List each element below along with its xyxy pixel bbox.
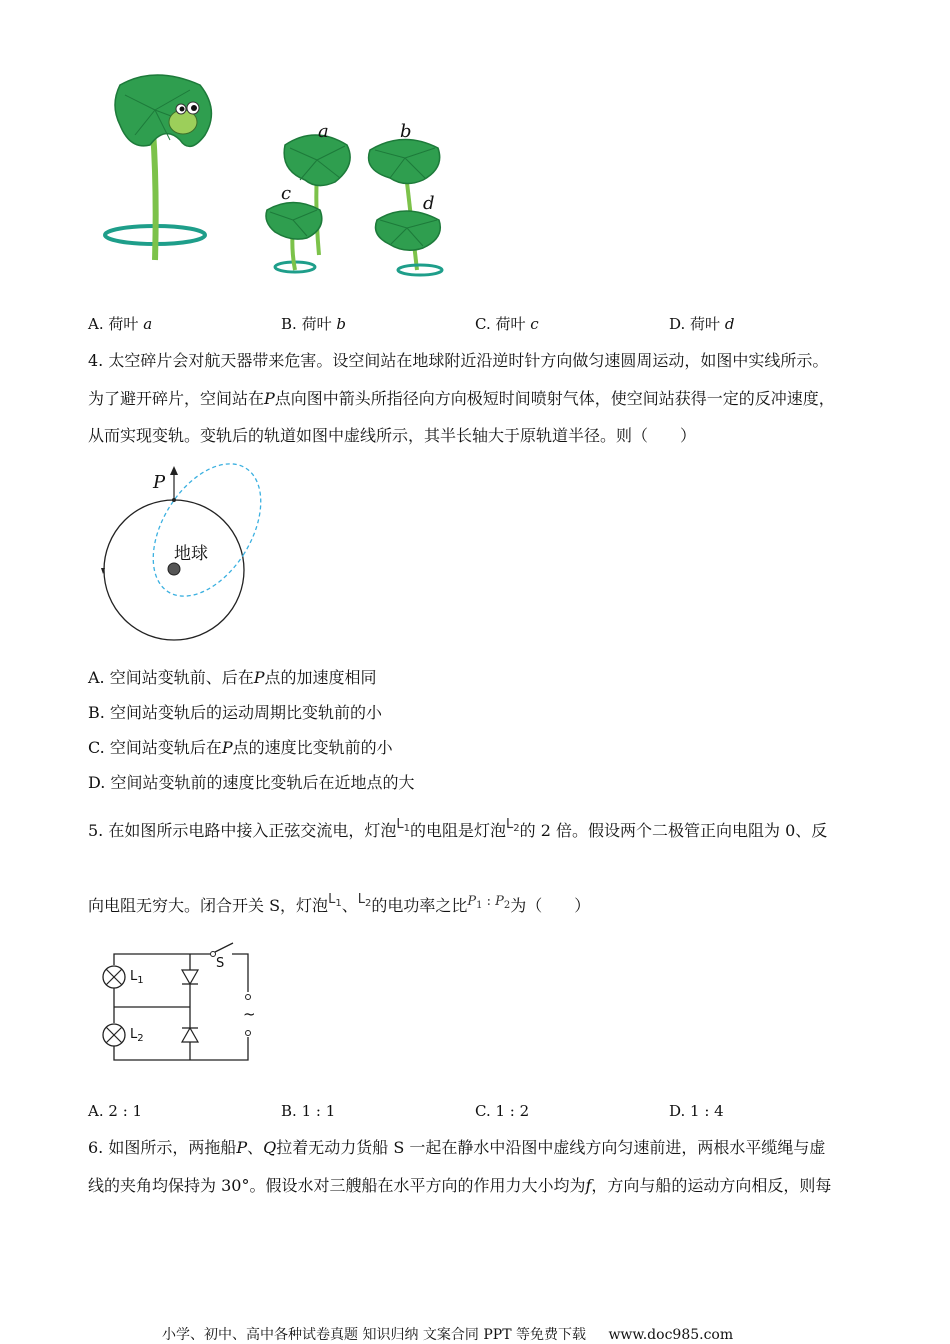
circuit-figure	[100, 940, 260, 1065]
power-ratio: P1 : P2	[467, 894, 511, 911]
q4-option-c[interactable]	[88, 738, 393, 758]
q6-sep: 、	[247, 1138, 264, 1157]
circuit-label-s: S	[216, 956, 225, 971]
label-d: d	[423, 193, 435, 214]
q5-line-2-d: 为（ ）	[510, 896, 591, 915]
big-lotus-leaf	[105, 75, 211, 260]
q3-option-d[interactable]	[669, 314, 734, 334]
option-key: D.	[88, 773, 106, 792]
option-post: 点的加速度相同	[264, 668, 377, 687]
switch-blade	[213, 943, 233, 953]
option-pre: 空间站变轨后的运动周期比变轨前的小	[109, 703, 382, 722]
diode-1-icon	[182, 970, 198, 984]
lamp-l2-symbol: L2	[506, 817, 520, 834]
q4-line-2-var: P	[264, 389, 275, 408]
circuit-label-l2: $L_2$	[130, 1027, 144, 1044]
q6-line-2	[88, 1176, 831, 1196]
orbit-label-p: P	[153, 472, 166, 493]
option-var: d	[724, 315, 735, 333]
option-key: A.	[88, 315, 104, 333]
point-p	[172, 498, 176, 502]
q5-option-b[interactable]	[281, 1101, 335, 1121]
q3-option-b[interactable]	[281, 314, 346, 334]
lotus-leaf-c	[266, 203, 322, 273]
option-pre: 空间站变轨前、后在	[109, 668, 254, 687]
option-text: 1 : 2	[495, 1102, 530, 1120]
option-var: c	[530, 315, 539, 333]
lamp-l1-icon	[103, 966, 125, 988]
lamp-l1-symbol-2: L1	[328, 892, 342, 909]
option-text: 2 : 1	[108, 1102, 143, 1120]
lamp-l2-symbol-2: L2	[357, 892, 372, 909]
label-c: c	[281, 183, 292, 204]
switch-contact	[211, 952, 216, 957]
option-key: B.	[281, 315, 297, 333]
q3-option-c[interactable]	[475, 314, 539, 334]
option-var: a	[143, 315, 153, 333]
q5-line-2-b: 、	[341, 896, 358, 915]
lamp-l2-icon	[103, 1024, 125, 1046]
option-key: D.	[669, 315, 686, 333]
footer-text: 小学、初中、高中各种试卷真题 知识归纳 文案合同 PPT 等免费下载	[162, 1327, 586, 1343]
earth-icon	[168, 563, 180, 575]
lamp-l1-symbol: L1	[396, 817, 410, 834]
q6-line-1-a: 6. 如图所示，两拖船	[88, 1138, 237, 1157]
option-key: C.	[88, 738, 105, 757]
orbit-label-earth: 地球	[174, 544, 208, 564]
option-key: A.	[88, 668, 105, 687]
q6-line-1	[88, 1138, 825, 1158]
arrow-head-icon	[170, 466, 178, 475]
diode-2-icon	[182, 1028, 198, 1042]
q6-var-f: f	[585, 1176, 592, 1195]
footer	[162, 1324, 733, 1344]
q5-line-1	[88, 817, 828, 847]
q5-option-c[interactable]	[475, 1101, 529, 1121]
option-text: 1 : 1	[301, 1102, 336, 1120]
option-key: A.	[88, 1102, 104, 1120]
q6-var-q: Q	[263, 1138, 277, 1157]
q5-option-d[interactable]	[669, 1101, 724, 1121]
q5-option-a[interactable]	[88, 1101, 142, 1121]
option-text: 荷叶	[690, 315, 721, 333]
label-a: a	[318, 121, 329, 142]
q5-line-1-b: 的电阻是灯泡	[409, 821, 506, 840]
q5-line-1-c: 的 2 倍。假设两个二极管正向电阻为 0、反	[519, 821, 828, 840]
option-post: 点的速度比变轨前的小	[232, 738, 393, 757]
source-terminal-top	[246, 995, 251, 1000]
q6-line-2-a: 线的夹角均保持为 30°。假设水对三艘船在水平方向的作用力大小均为	[88, 1176, 586, 1195]
q5-line-1-a: 5. 在如图所示电路中接入正弦交流电，灯泡	[88, 821, 397, 840]
option-text: 1 : 4	[690, 1102, 724, 1120]
option-text: 荷叶	[108, 315, 139, 333]
q5-line-2-c: 的电功率之比	[371, 896, 468, 915]
option-key: B.	[88, 703, 105, 722]
circuit-label-l1: $L_1$	[130, 969, 144, 986]
option-key: C.	[475, 315, 491, 333]
circuit-label-source: ~	[243, 1005, 256, 1023]
option-var: P	[253, 668, 265, 687]
q4-line-1: 4. 太空碎片会对航天器带来危害。设空间站在地球附近沿逆时针方向做匀速圆周运动，如图中实线所示。	[88, 351, 829, 370]
q5-line-2-a: 向电阻无穷大。闭合开关 S，灯泡	[88, 896, 329, 915]
q4-option-a[interactable]	[88, 668, 377, 688]
q6-line-2-b: ，方向与船的运动方向相反，则每	[591, 1176, 832, 1195]
q4-line-2-a: 为了避开碎片，空间站在	[88, 389, 265, 408]
option-key: D.	[669, 1102, 686, 1120]
new-orbit	[131, 460, 270, 615]
option-pre: 空间站变轨前的速度比变轨后在近地点的大	[110, 773, 415, 792]
q4-option-d[interactable]	[88, 773, 414, 793]
q6-line-1-b: 拉着无动力货船 S 一起在静水中沿图中虚线方向匀速前进，两根水平缆绳与虚	[276, 1138, 826, 1157]
q4-line-2	[88, 389, 835, 409]
q4-option-b[interactable]	[88, 703, 382, 723]
q3-option-a[interactable]	[88, 314, 152, 334]
lotus-leaf-d	[376, 211, 443, 275]
option-key: B.	[281, 1102, 297, 1120]
option-text: 荷叶	[495, 315, 526, 333]
circuit-wire-top	[114, 954, 212, 965]
option-var: b	[336, 315, 346, 333]
lotus-leaf-figure	[95, 70, 455, 280]
q5-line-2	[88, 892, 591, 922]
q6-var-p: P	[236, 1138, 248, 1157]
source-terminal-bottom	[246, 1031, 251, 1036]
option-text: 荷叶	[301, 315, 332, 333]
footer-link[interactable]: www.doc985.com	[608, 1327, 734, 1343]
q4-line-3: 从而实现变轨。变轨后的轨道如图中虚线所示，其半长轴大于原轨道半径。则（ ）	[88, 426, 697, 445]
option-key: C.	[475, 1102, 491, 1120]
option-pre: 空间站变轨后在	[109, 738, 222, 757]
q4-line-2-b: 点向图中箭头所指径向方向极短时间喷射气体，使空间站获得一定的反冲速度，	[274, 389, 835, 408]
circuit-wire-right	[232, 954, 248, 992]
label-b: b	[400, 121, 412, 142]
option-var: P	[221, 738, 233, 757]
